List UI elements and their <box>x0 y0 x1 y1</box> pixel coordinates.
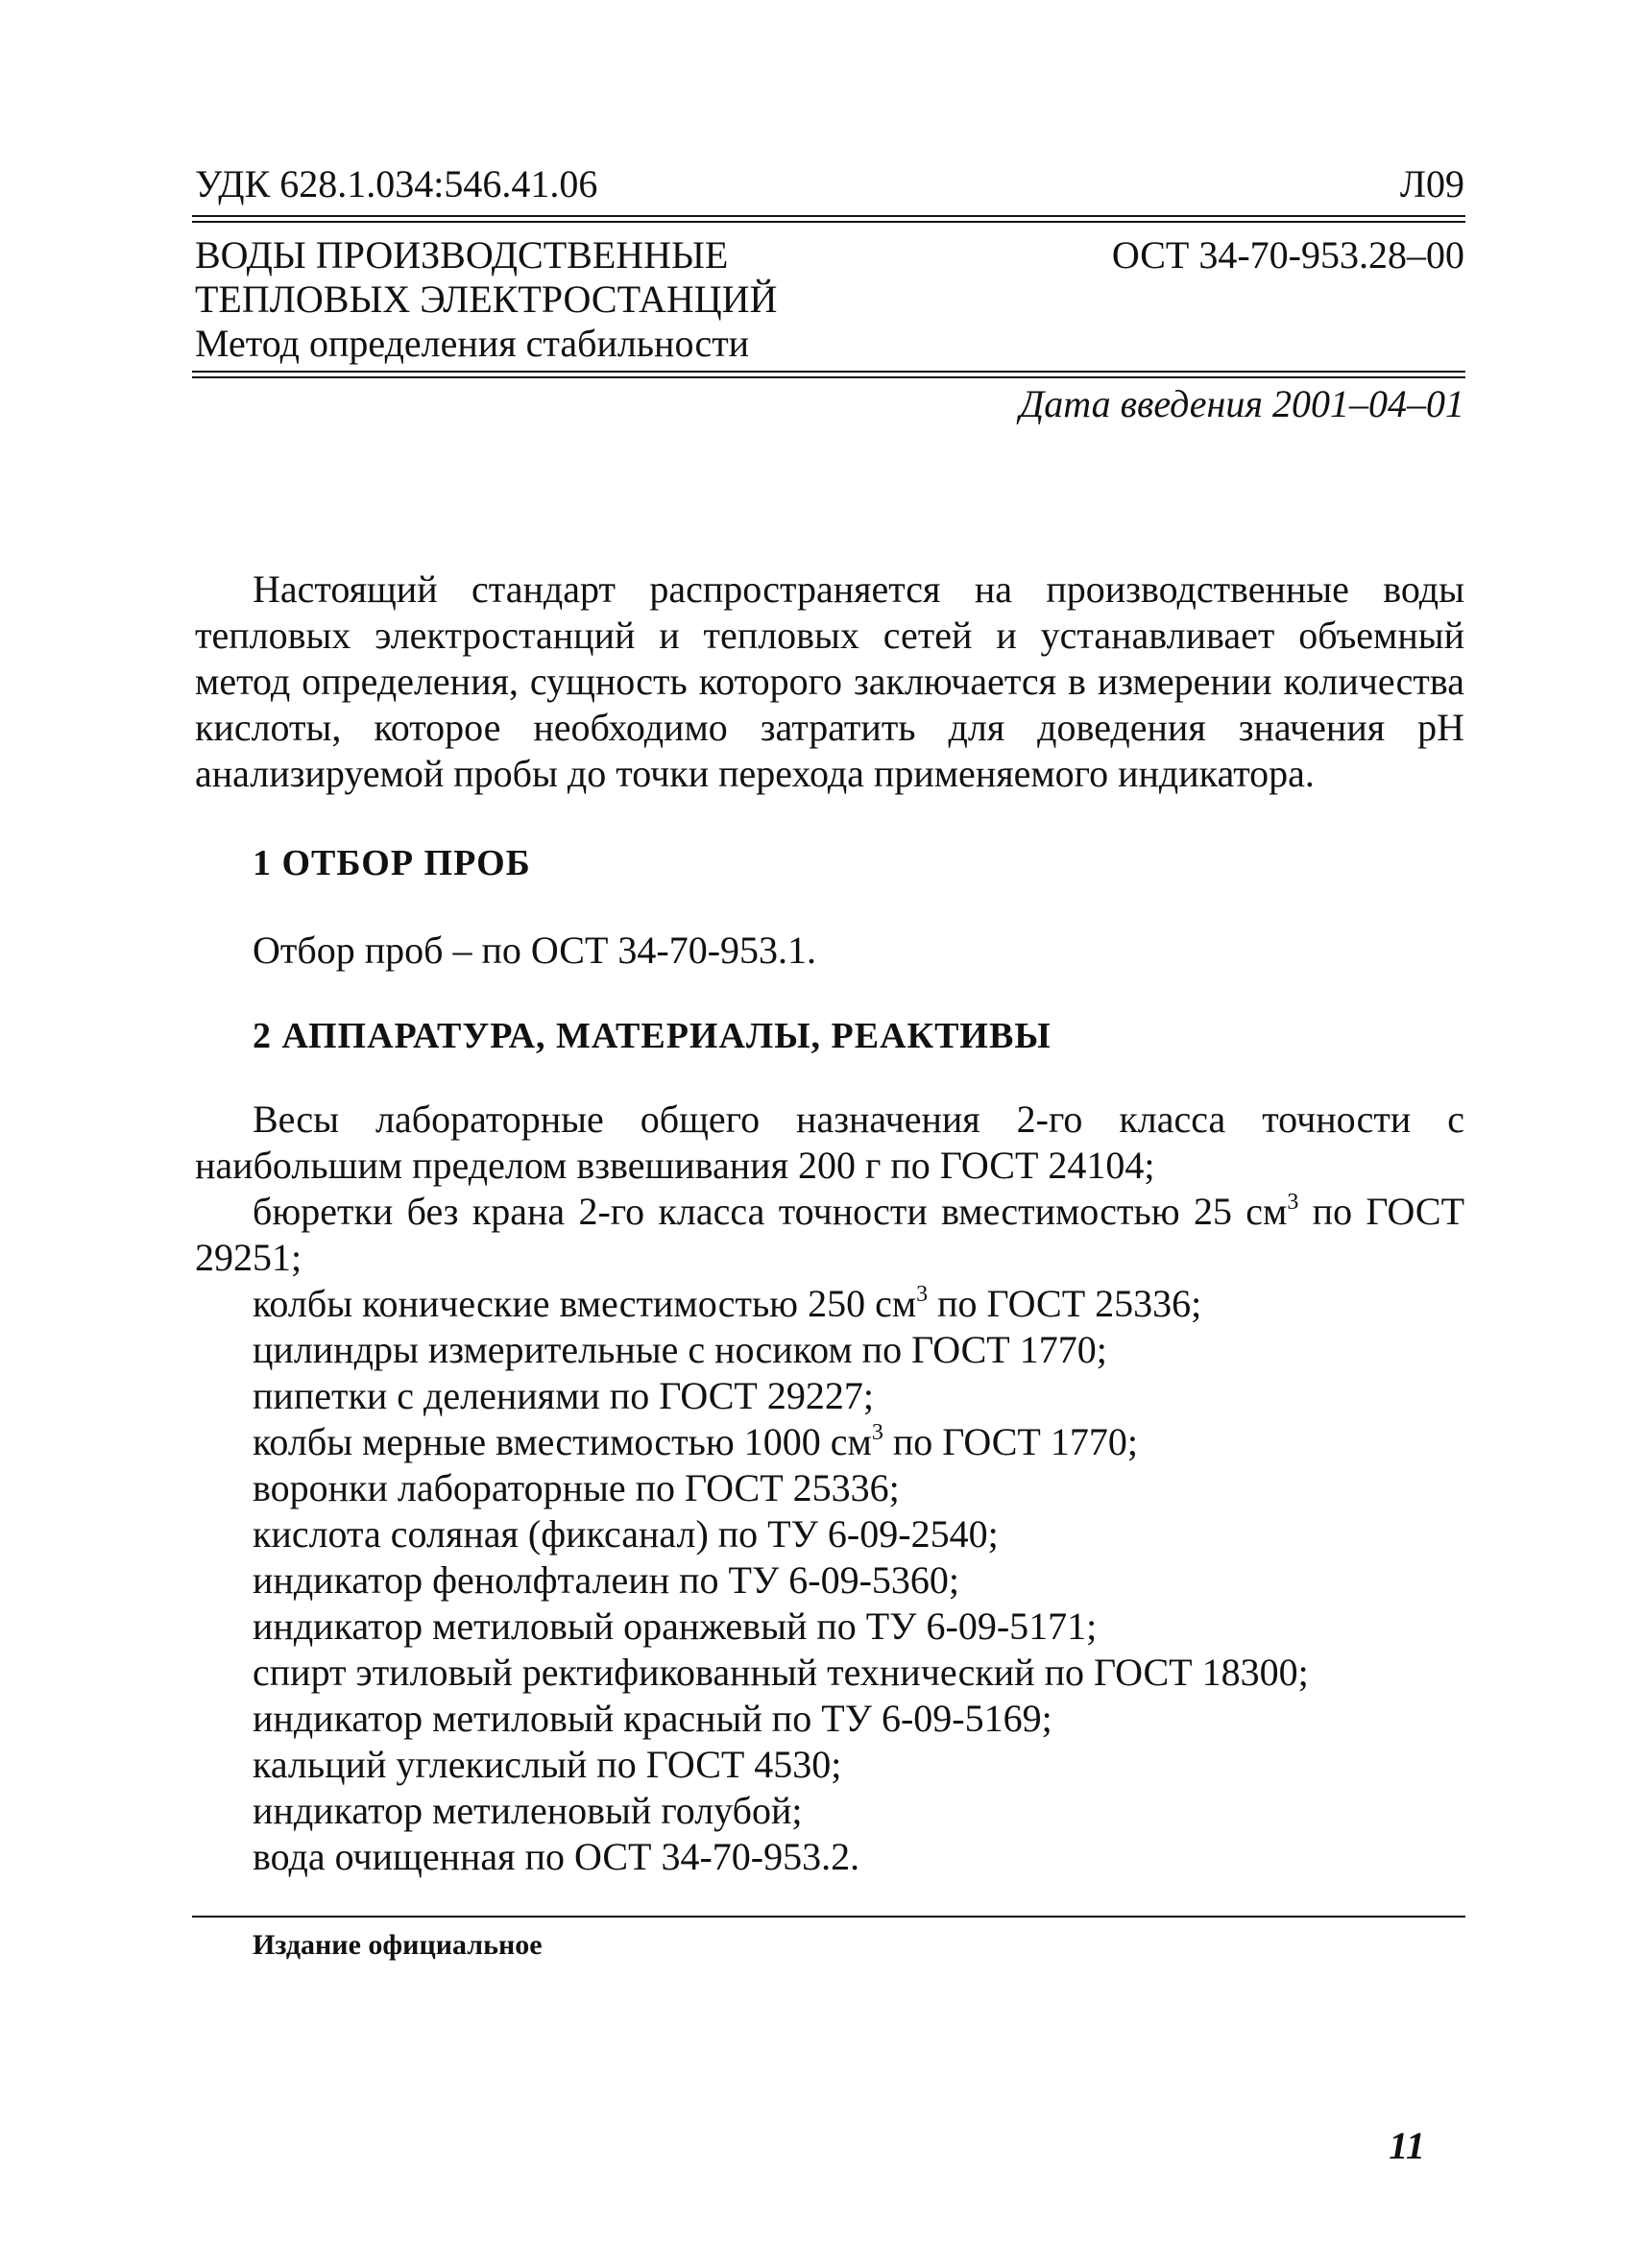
list-item: пипетки с делениями по ГОСТ 29227; <box>253 1374 874 1417</box>
list-item: кальций углекислый по ГОСТ 4530; <box>253 1743 842 1786</box>
list-item: колбы мерные вместимостью 1000 $см^3$ по ГОСТ 1770; <box>253 1419 1138 1463</box>
list-item: спирт этиловый ректификованный технический по ГОСТ 18300; <box>253 1651 1309 1694</box>
classification-code: Л09 <box>1399 162 1464 205</box>
list-item: колбы конические вместимостью 250 $см^3$ по ГОСТ 25336; <box>253 1281 1202 1325</box>
udk-code: УДК 628.1.034:546.41.06 <box>195 162 598 205</box>
list-item: цилиндры измерительные с носиком по ГОСТ 1770; <box>253 1328 1107 1371</box>
title-block <box>195 233 1464 366</box>
list-item: индикатор метиленовый голубой; <box>253 1789 803 1832</box>
list-item: кислота соляная (фиксанал) по ТУ 6-09-2540; <box>253 1512 999 1556</box>
effective-date: Дата введения 2001–04–01 <box>1019 382 1464 425</box>
list-item: индикатор метиловый оранжевый по ТУ 6-09-5171; <box>253 1604 1098 1648</box>
list-item: вода очищенная по ОСТ 34-70-953.2. <box>253 1835 860 1878</box>
list-item: Весы лабораторные общего назначения 2-го класса точности с наибольшим пределом взвешивания 200 г по ГОСТ 24104; <box>195 1098 1464 1187</box>
section-2-heading: 2 АППАРАТУРА, МАТЕРИАЛЫ, РЕАКТИВЫ <box>253 1016 1052 1056</box>
section-1-text: Отбор проб – по ОСТ 34-70-953.1. <box>253 929 817 972</box>
section-1-heading: 1 ОТБОР ПРОБ <box>253 843 531 883</box>
intro-paragraph: Настоящий стандарт распространяется на производственные воды тепловых электростанций и тепловых сетей и устанавливает объемный метод определения, сущность которого заключается в измерении количества кислоты, которое необходимо затратить для доведения значения pH анализируемой пробы до точки перехода применяемого индикатора. <box>195 567 1464 795</box>
title-line-2: ТЕПЛОВЫХ ЭЛЕКТРОСТАНЦИЙ <box>195 277 778 321</box>
title-double-rule <box>192 371 1465 378</box>
page-number: 11 <box>1389 2124 1425 2167</box>
header-double-rule <box>192 215 1465 223</box>
title-subtitle: Метод определения стабильности <box>195 322 750 365</box>
title-line-1: ВОДЫ ПРОИЗВОДСТВЕННЫЕ <box>195 233 729 277</box>
list-item: индикатор фенолфталеин по ТУ 6-09-5360; <box>253 1558 960 1602</box>
list-item: воронки лабораторные по ГОСТ 25336; <box>253 1466 900 1509</box>
equipment-list <box>195 1097 1464 1880</box>
header-row <box>195 161 1464 207</box>
official-edition-note: Издание официальное <box>253 1929 543 1961</box>
list-item: бюретки без крана 2-го класса точности вместимостью 25 $см^3$ по ГОСТ 29251; <box>195 1189 1465 1279</box>
footer-rule <box>192 1916 1465 1918</box>
list-item: индикатор метиловый красный по ТУ 6-09-5169; <box>253 1697 1052 1740</box>
standard-number: ОСТ 34-70-953.28–00 <box>1111 233 1464 277</box>
